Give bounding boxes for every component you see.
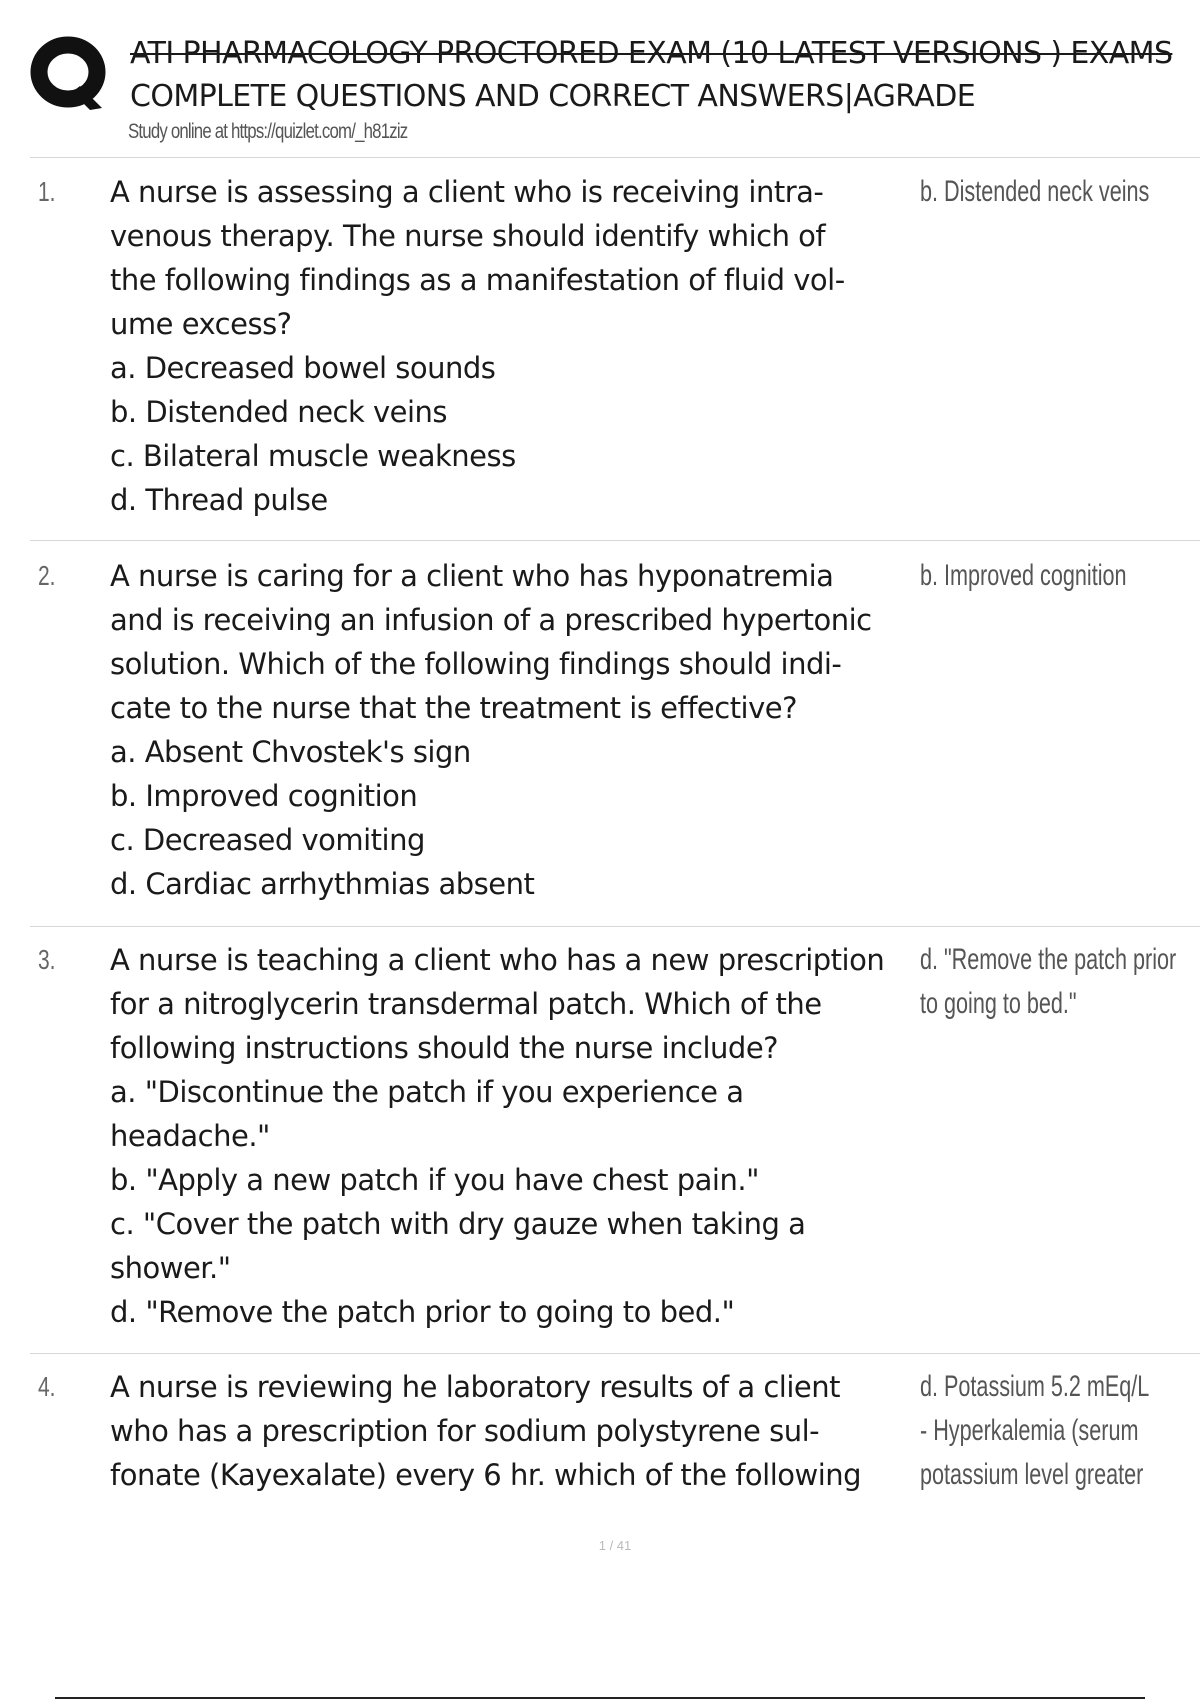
answer-options	[110, 730, 940, 906]
page-number: 1 / 41	[598, 1538, 632, 1553]
option-d: d. Cardiac arrhythmias absent	[110, 867, 535, 901]
option-c-continued: shower."	[110, 1251, 231, 1285]
option-b: b. "Apply a new patch if you have chest pain."	[110, 1163, 759, 1197]
question-text-line: solution. Which of the following findings should indi-	[110, 647, 842, 681]
divider	[30, 926, 1200, 927]
answer-line: - Hyperkalemia (serum	[920, 1414, 1139, 1447]
question-text	[110, 938, 940, 1070]
option-d: d. Thread pulse	[110, 483, 328, 517]
option-c: c. Decreased vomiting	[110, 823, 425, 857]
study-online-link[interactable]: Study online at https://quizlet.com/_h81ziz	[128, 120, 408, 143]
question-text	[110, 554, 940, 730]
answer-line: d. "Remove the patch prior	[920, 943, 1177, 976]
question-number: 3.	[38, 944, 56, 975]
question-text-line: the following findings as a manifestation of fluid vol-	[110, 263, 845, 297]
question-text-line: and is receiving an infusion of a prescribed hypertonic	[110, 603, 872, 637]
option-c: c. Bilateral muscle weakness	[110, 439, 516, 473]
question-text-line: fonate (Kayexalate) every 6 hr. which of the following	[110, 1458, 862, 1492]
question-body	[110, 938, 940, 1334]
divider	[30, 540, 1200, 541]
question-text-line: venous therapy. The nurse should identify which of	[110, 219, 826, 253]
question-text-line: A nurse is assessing a client who is receiving intra-	[110, 175, 824, 209]
option-d: d. "Remove the patch prior to going to bed."	[110, 1295, 735, 1329]
question-text	[110, 170, 940, 346]
document-title	[130, 32, 1200, 118]
footer-rule	[55, 1697, 1145, 1699]
answer-line: potassium level greater	[920, 1458, 1144, 1491]
correct-answer	[920, 554, 1200, 598]
correct-answer	[920, 938, 1200, 1026]
question-body	[110, 554, 940, 906]
answer-line: d. Potassium 5.2 mEq/L	[920, 1370, 1150, 1403]
question-number: 4.	[38, 1371, 56, 1402]
option-a: a. Decreased bowel sounds	[110, 351, 496, 385]
option-b: b. Improved cognition	[110, 779, 418, 813]
option-a: a. Absent Chvostek's sign	[110, 735, 471, 769]
question-text	[110, 1365, 940, 1497]
question-text-line: ume excess?	[110, 307, 292, 341]
option-c: c. "Cover the patch with dry gauze when taking a	[110, 1207, 806, 1241]
quizlet-q-logo-icon	[30, 34, 110, 114]
document-header	[30, 28, 1200, 158]
answer-line: b. Distended neck veins	[920, 175, 1150, 208]
question-body	[110, 170, 940, 522]
question-text-line: for a nitroglycerin transdermal patch. Which of the	[110, 987, 822, 1021]
divider	[30, 157, 1200, 158]
question-text-line: A nurse is caring for a client who has hyponatremia	[110, 559, 834, 593]
question-number: 2.	[38, 560, 56, 591]
answer-line: b. Improved cognition	[920, 559, 1127, 592]
correct-answer	[920, 1365, 1200, 1497]
option-a-continued: headache."	[110, 1119, 270, 1153]
title-line-2: COMPLETE QUESTIONS AND CORRECT ANSWERS|AGRADE	[130, 79, 976, 114]
question-text-line: A nurse is teaching a client who has a new prescription	[110, 943, 885, 977]
answer-options	[110, 346, 940, 522]
correct-answer	[920, 170, 1200, 214]
question-text-line: following instructions should the nurse include?	[110, 1031, 779, 1065]
question-text-line: A nurse is reviewing he laboratory results of a client	[110, 1370, 840, 1404]
answer-options	[110, 1070, 940, 1334]
option-b: b. Distended neck veins	[110, 395, 448, 429]
option-a: a. "Discontinue the patch if you experience a	[110, 1075, 744, 1109]
divider	[30, 1353, 1200, 1354]
answer-line: to going to bed."	[920, 987, 1077, 1020]
title-line-1: ATI PHARMACOLOGY PROCTORED EXAM (10 LATEST VERSIONS ) EXAMS	[130, 36, 1173, 71]
question-body	[110, 1365, 940, 1497]
question-number: 1.	[38, 176, 56, 207]
question-text-line: who has a prescription for sodium polystyrene sul-	[110, 1414, 820, 1448]
question-text-line: cate to the nurse that the treatment is effective?	[110, 691, 798, 725]
